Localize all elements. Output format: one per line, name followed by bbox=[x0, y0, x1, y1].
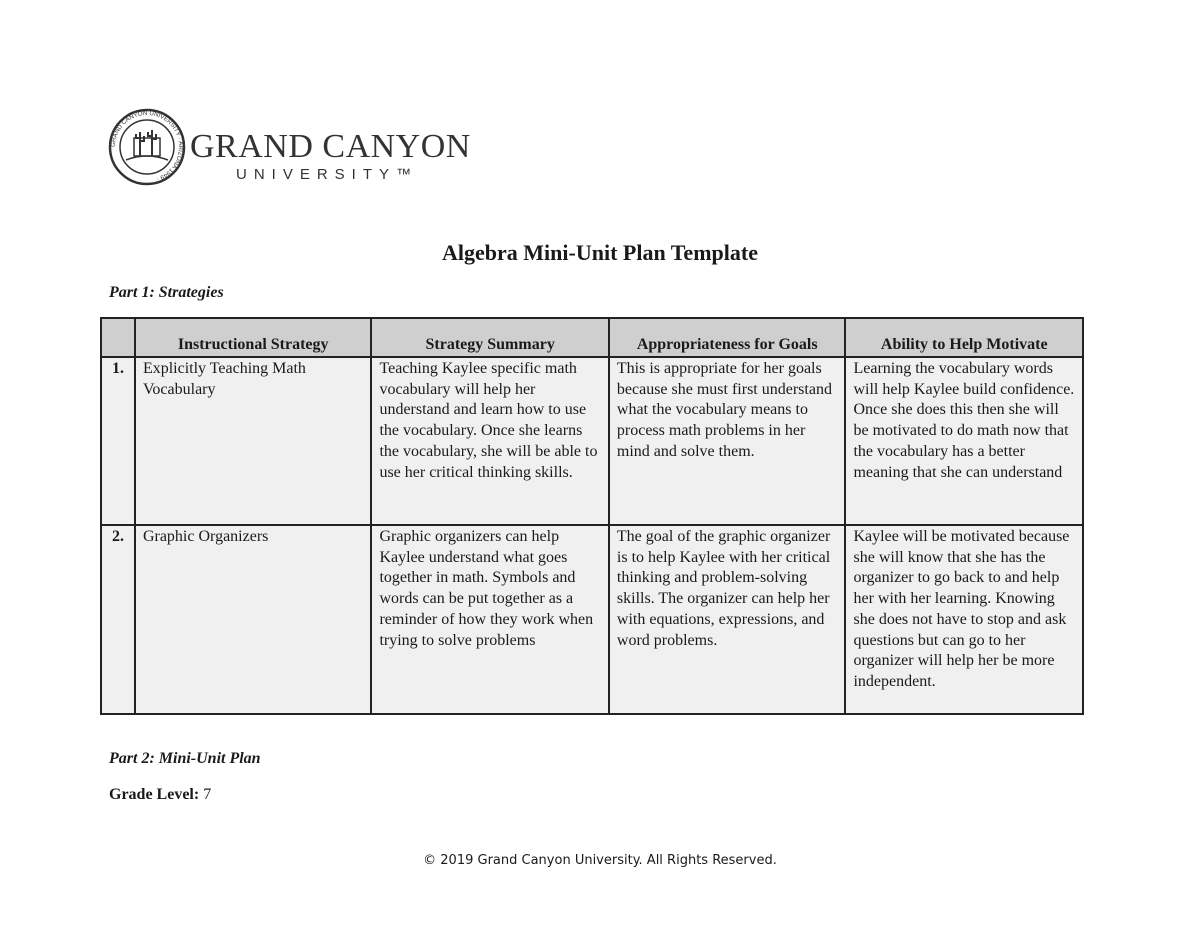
header-number bbox=[101, 318, 135, 357]
part1-heading: Part 1: Strategies bbox=[109, 284, 224, 301]
part2-heading: Part 2: Mini-Unit Plan bbox=[109, 750, 261, 767]
grade-level bbox=[109, 786, 211, 804]
header-instructional-strategy: Instructional Strategy bbox=[135, 318, 372, 357]
summary-cell: Graphic organizers can help Kaylee understand what goes together in math. Symbols and words can be put together as a reminder of how they work when trying to solve problems bbox=[371, 525, 608, 714]
logo-subtitle: UNIVERSITY™ bbox=[236, 166, 419, 183]
page-title: Algebra Mini-Unit Plan Template bbox=[442, 240, 758, 265]
strategies-table bbox=[100, 317, 1084, 715]
logo-wordmark: GRAND CANYON bbox=[190, 128, 471, 165]
row-number: 1. bbox=[101, 357, 135, 525]
motivate-cell: Learning the vocabulary words will help Kaylee build confidence. Once she does this then she will be motivated to do math now that the vocabulary has a better meaning that she can understand bbox=[845, 357, 1083, 525]
motivate-cell: Kaylee will be motivated because she will know that she has the organizer to go back to and help her with her learning. Knowing she does not have to stop and ask questions but can go to her organizer will help her be more independent. bbox=[845, 525, 1083, 714]
header-motivation: Ability to Help Motivate bbox=[845, 318, 1083, 357]
header-strategy-summary: Strategy Summary bbox=[371, 318, 608, 357]
grade-level-label: Grade Level: bbox=[109, 786, 200, 803]
svg-text:GRAND CANYON UNIVERSITY · ARIZ: GRAND CANYON UNIVERSITY · ARIZONA 1949 · bbox=[109, 109, 185, 183]
row-number: 2. bbox=[101, 525, 135, 714]
strategy-cell: Explicitly Teaching Math Vocabulary bbox=[135, 357, 372, 525]
goals-cell: The goal of the graphic organizer is to help Kaylee with her critical thinking and problem-solving skills. The organizer can help her with equations, expressions, and word problems. bbox=[609, 525, 846, 714]
goals-cell: This is appropriate for her goals because she must first understand what the vocabulary means to process math problems in her mind and solve them. bbox=[609, 357, 846, 525]
strategy-cell: Graphic Organizers bbox=[135, 525, 372, 714]
table-header-row bbox=[101, 318, 1083, 357]
table-row bbox=[101, 357, 1083, 525]
header-appropriateness: Appropriateness for Goals bbox=[609, 318, 846, 357]
grade-level-value: 7 bbox=[203, 786, 212, 803]
university-seal-icon bbox=[108, 108, 186, 186]
university-logo bbox=[108, 108, 471, 186]
copyright-footer: © 2019 Grand Canyon University. All Rights Reserved. bbox=[423, 853, 777, 868]
table-row bbox=[101, 525, 1083, 714]
summary-cell: Teaching Kaylee specific math vocabulary will help her understand and learn how to use the vocabulary. Once she learns the vocabulary, she will be able to use her critical thinking skills. bbox=[371, 357, 608, 525]
